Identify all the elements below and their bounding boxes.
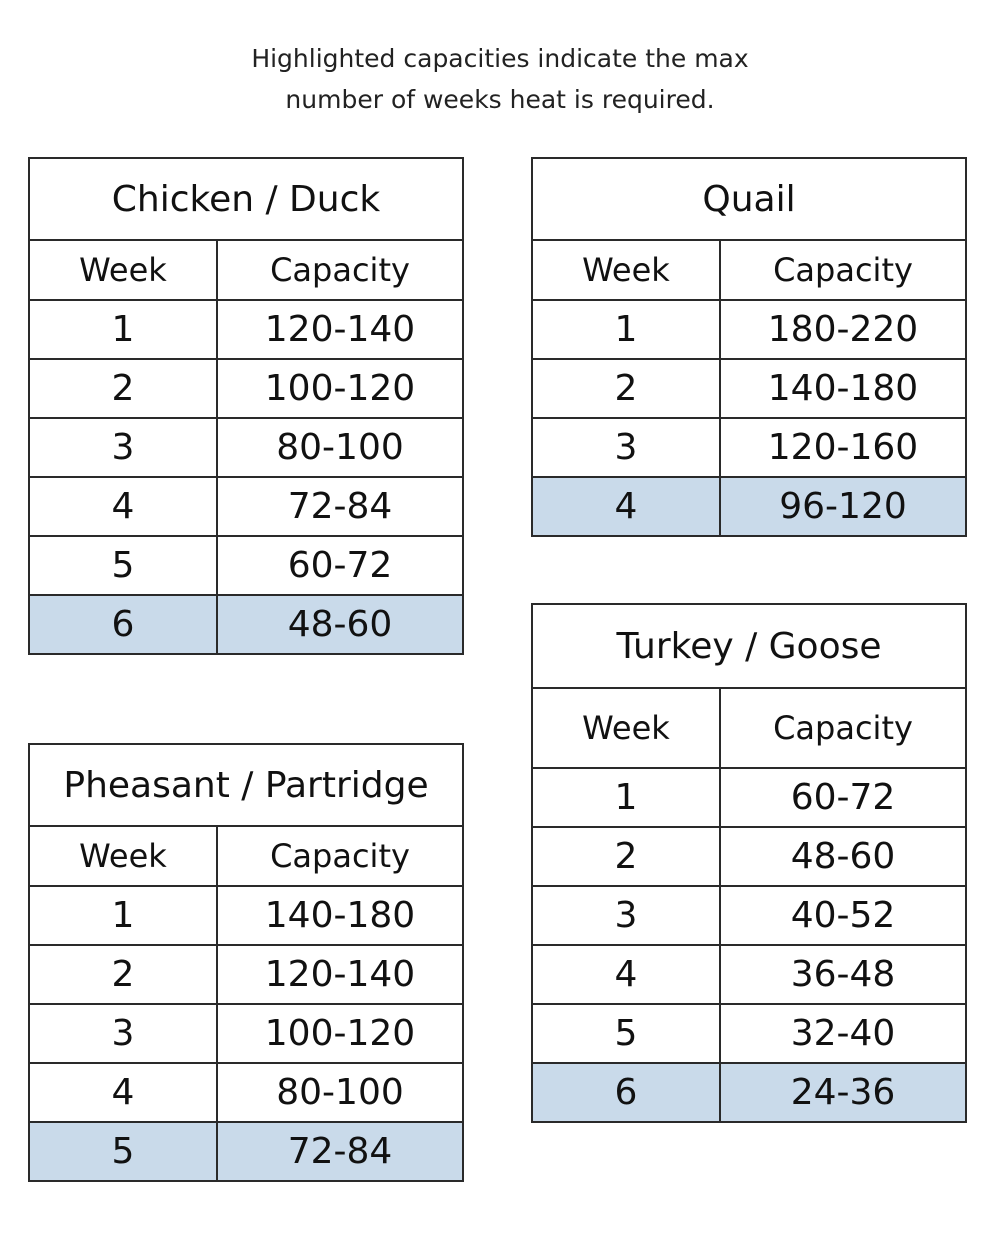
week-cell: 6: [29, 595, 217, 654]
capacity-cell: 96-120: [720, 477, 966, 536]
capacity-cell: 24-36: [720, 1063, 966, 1122]
capacity-cell: 140-180: [217, 886, 463, 945]
week-cell: 1: [29, 886, 217, 945]
week-cell: 4: [532, 945, 720, 1004]
capacity-cell: 80-100: [217, 418, 463, 477]
week-header: Week: [532, 688, 720, 768]
capacity-cell: 120-140: [217, 300, 463, 359]
capacity-cell: 120-140: [217, 945, 463, 1004]
week-cell: 3: [29, 418, 217, 477]
week-cell: 5: [29, 536, 217, 595]
capacity-cell: 48-60: [217, 595, 463, 654]
week-cell: 4: [532, 477, 720, 536]
week-cell: 2: [29, 945, 217, 1004]
week-cell: 2: [532, 827, 720, 886]
table-body: [532, 300, 966, 536]
table-row: [29, 359, 463, 418]
capacity-cell: 120-160: [720, 418, 966, 477]
week-cell: 1: [29, 300, 217, 359]
table-row: [29, 300, 463, 359]
week-header: Week: [29, 240, 217, 300]
table-row: [29, 945, 463, 1004]
week-header: Week: [532, 240, 720, 300]
table-row: [29, 418, 463, 477]
week-cell: 2: [29, 359, 217, 418]
table-title: Quail: [532, 158, 966, 240]
week-header: Week: [29, 826, 217, 886]
week-cell: 1: [532, 768, 720, 827]
capacity-header: Capacity: [217, 240, 463, 300]
table-row: [532, 359, 966, 418]
table-row-highlighted: [532, 1063, 966, 1122]
capacity-header: Capacity: [720, 688, 966, 768]
table-body: [532, 768, 966, 1122]
week-cell: 3: [532, 886, 720, 945]
capacity-cell: 100-120: [217, 1004, 463, 1063]
table-row: [532, 827, 966, 886]
capacity-cell: 80-100: [217, 1063, 463, 1122]
highlight-note: [0, 38, 1000, 120]
week-cell: 4: [29, 1063, 217, 1122]
week-cell: 2: [532, 359, 720, 418]
table-row: [532, 418, 966, 477]
table-title: Pheasant / Partridge: [29, 744, 463, 826]
table-row: [532, 886, 966, 945]
chicken-duck-table: [28, 157, 464, 655]
turkey-goose-table: [531, 603, 967, 1123]
week-cell: 5: [532, 1004, 720, 1063]
capacity-cell: 72-84: [217, 1122, 463, 1181]
capacity-cell: 60-72: [720, 768, 966, 827]
table-row-highlighted: [532, 477, 966, 536]
table-row: [532, 300, 966, 359]
table-row: [29, 1063, 463, 1122]
table-body: [29, 300, 463, 654]
table-row-highlighted: [29, 595, 463, 654]
table-title: Chicken / Duck: [29, 158, 463, 240]
capacity-cell: 48-60: [720, 827, 966, 886]
table-row: [532, 1004, 966, 1063]
capacity-cell: 72-84: [217, 477, 463, 536]
week-cell: 5: [29, 1122, 217, 1181]
capacity-cell: 36-48: [720, 945, 966, 1004]
table-row: [29, 886, 463, 945]
week-cell: 3: [29, 1004, 217, 1063]
note-line-2: number of weeks heat is required.: [285, 85, 715, 114]
table-row: [29, 477, 463, 536]
table-row: [29, 536, 463, 595]
capacity-cell: 180-220: [720, 300, 966, 359]
pheasant-partridge-table: [28, 743, 464, 1182]
capacity-cell: 100-120: [217, 359, 463, 418]
week-cell: 1: [532, 300, 720, 359]
table-row: [532, 768, 966, 827]
note-line-1: Highlighted capacities indicate the max: [251, 44, 749, 73]
table-title: Turkey / Goose: [532, 604, 966, 688]
table-row-highlighted: [29, 1122, 463, 1181]
capacity-cell: 60-72: [217, 536, 463, 595]
capacity-header: Capacity: [720, 240, 966, 300]
capacity-cell: 140-180: [720, 359, 966, 418]
capacity-cell: 32-40: [720, 1004, 966, 1063]
week-cell: 4: [29, 477, 217, 536]
table-body: [29, 886, 463, 1181]
week-cell: 3: [532, 418, 720, 477]
week-cell: 6: [532, 1063, 720, 1122]
capacity-header: Capacity: [217, 826, 463, 886]
table-row: [532, 945, 966, 1004]
quail-table: [531, 157, 967, 537]
table-row: [29, 1004, 463, 1063]
capacity-cell: 40-52: [720, 886, 966, 945]
